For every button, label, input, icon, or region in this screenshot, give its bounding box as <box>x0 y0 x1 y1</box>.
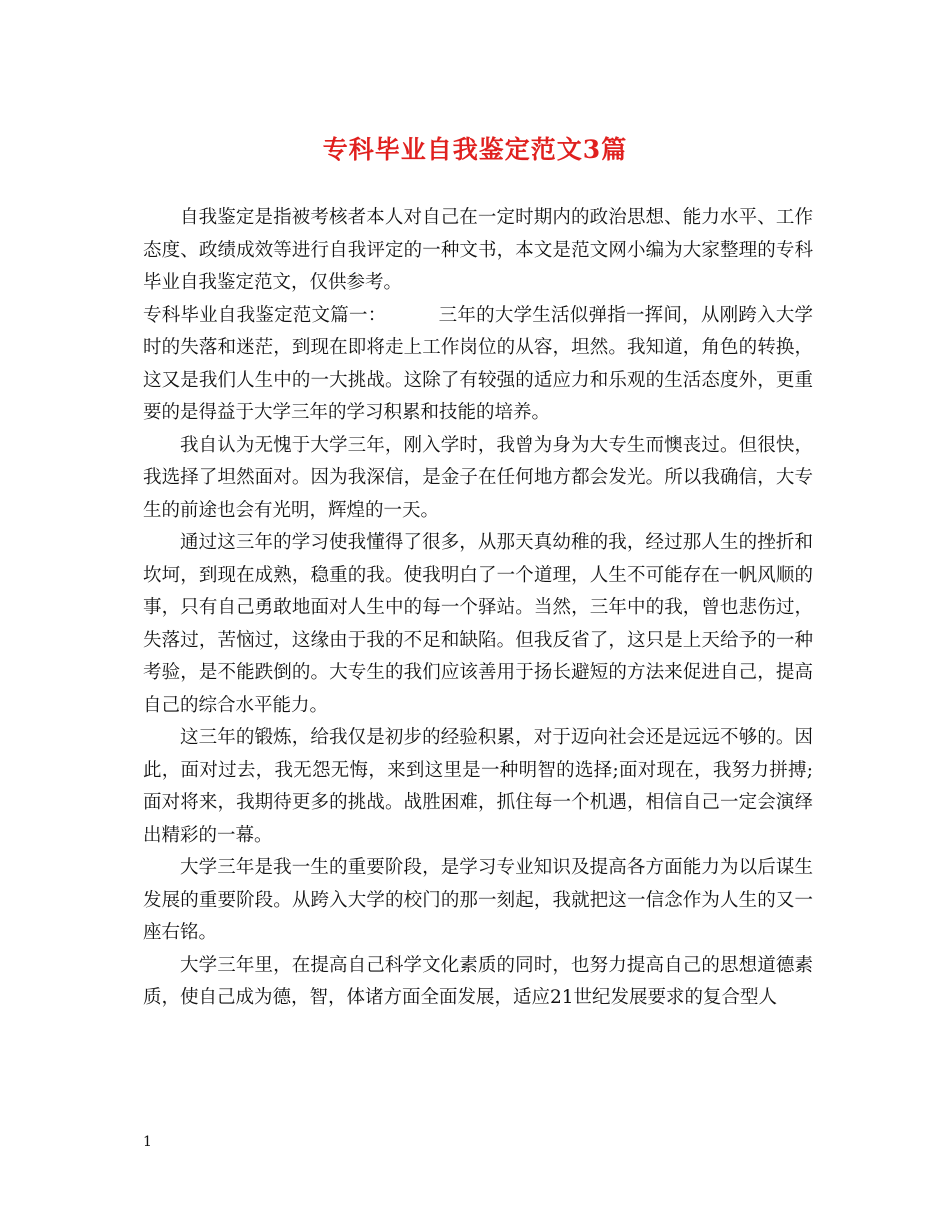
body-paragraph: 我自认为无愧于大学三年，刚入学时，我曾为身为大专生而懊丧过。但很快，我选择了坦然面对。因为我深信，是金子在任何地方都会发光。所以我确信，大专生的前途也会有光明，辉煌的一天。 <box>143 434 813 521</box>
body-paragraph: 大学三年是我一生的重要阶段，是学习专业知识及提高各方面能力为以后谋生发展的重要阶段。从跨入大学的校门的那一刻起，我就把这一信念作为人生的又一座右铭。 <box>143 857 813 943</box>
page-number: 1 <box>143 1134 152 1150</box>
section-first-text: 三年的大学生活似弹指一挥间，从刚跨入大学时的失落和迷茫，到现在即将走上工作岗位的从容，坦然。我知道，角色的转换，这又是我们人生中的一大挑战。这除了有较强的适应力和乐观的生活态度外，更重要的是得益于大学三年的学习积累和技能的培养。 <box>143 304 813 423</box>
intro-paragraph: 自我鉴定是指被考核者本人对自己在一定时期内的政治思想、能力水平、工作态度、政绩成效等进行自我评定的一种文书，本文是范文网小编为大家整理的专科毕业自我鉴定范文，仅供参考。 <box>143 207 813 293</box>
document-title: 专科毕业自我鉴定范文3篇 <box>322 135 628 164</box>
body-paragraph: 大学三年里，在提高自己科学文化素质的同时，也努力提高自己的思想道德素质，使自己成为德，智，体诸方面全面发展，适应21世纪发展要求的复合型人 <box>143 954 813 1008</box>
section-one-paragraph <box>143 300 813 430</box>
section-heading: 专科毕业自我鉴定范文篇一： <box>143 304 387 326</box>
body-paragraph: 这三年的锻炼，给我仅是初步的经验积累，对于迈向社会还是远远不够的。因此，面对过去，我无怨无悔，来到这里是一种明智的选择;面对现在，我努力拼搏;面对将来，我期待更多的挑战。战胜困难，抓住每一个机遇，相信自己一定会演绎出精彩的一幕。 <box>143 727 813 846</box>
body-paragraph: 通过这三年的学习使我懂得了很多，从那天真幼稚的我，经过那人生的挫折和坎坷，到现在成熟，稳重的我。使我明白了一个道理，人生不可能存在一帆风顺的事，只有自己勇敢地面对人生中的每一个驿站。当然，三年中的我，曾也悲伤过，失落过，苦恼过，这缘由于我的不足和缺陷。但我反省了，这只是上天给予的一种考验，是不能跌倒的。大专生的我们应该善用于扬长避短的方法来促进自己，提高自己的综合水平能力。 <box>143 532 813 716</box>
document-body <box>143 202 813 1015</box>
